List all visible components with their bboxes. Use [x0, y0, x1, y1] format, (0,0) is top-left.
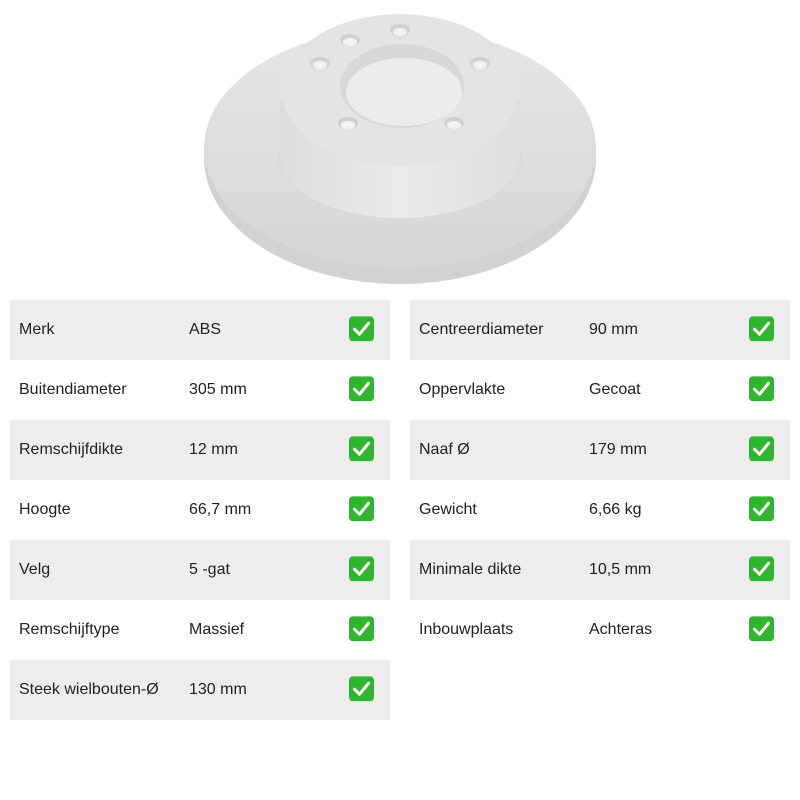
spec-value: Gecoat [589, 381, 641, 398]
spec-value: 90 mm [589, 321, 638, 338]
check-mark-icon [349, 556, 374, 581]
spec-row-merk [10, 300, 390, 360]
check-mark-icon [749, 316, 774, 341]
spec-value: 130 mm [189, 681, 247, 698]
spec-value: 12 mm [189, 441, 238, 458]
spec-label: Buitendiameter [19, 381, 127, 398]
spec-row-velg [10, 540, 390, 600]
spec-label: Steek wielbouten-Ø [19, 681, 159, 698]
spec-label: Merk [19, 321, 55, 338]
spec-value: Massief [189, 621, 245, 638]
spec-row-hoogte [10, 480, 390, 540]
check-mark-icon [349, 436, 374, 461]
spec-row-centreerdiameter [410, 300, 790, 360]
spec-row-remschijfdikte [10, 420, 390, 480]
check-mark-icon [349, 676, 374, 701]
check-mark-icon [749, 436, 774, 461]
spec-label: Centreerdiameter [419, 321, 544, 338]
spec-label: Remschijfdikte [19, 441, 124, 458]
spec-value: 6,66 kg [589, 501, 642, 518]
check-mark-icon [349, 616, 374, 641]
check-mark-icon [749, 376, 774, 401]
spec-label: Minimale dikte [419, 561, 522, 578]
spec-label: Gewicht [419, 501, 477, 518]
spec-table-right [410, 300, 790, 660]
spec-label: Hoogte [19, 501, 71, 518]
spec-row-buitendiameter [10, 360, 390, 420]
spec-value: 305 mm [189, 381, 247, 398]
spec-label: Inbouwplaats [419, 621, 514, 638]
spec-value: 10,5 mm [589, 561, 652, 578]
spec-value: 66,7 mm [189, 501, 252, 518]
check-mark-icon [749, 556, 774, 581]
spec-row-minimale-dikte [410, 540, 790, 600]
spec-row-steek-wielbouten [10, 660, 390, 720]
spec-label: Oppervlakte [419, 381, 506, 398]
spec-row-naaf [410, 420, 790, 480]
spec-value: ABS [189, 321, 222, 338]
check-mark-icon [349, 376, 374, 401]
check-mark-icon [749, 496, 774, 521]
spec-row-remschijftype [10, 600, 390, 660]
spec-label: Remschijftype [19, 621, 120, 638]
check-mark-icon [349, 316, 374, 341]
spec-label: Velg [19, 561, 51, 578]
spec-value: Achteras [589, 621, 653, 638]
spec-row-inbouwplaats [410, 600, 790, 660]
spec-value: 5 -gat [189, 561, 230, 578]
check-mark-icon [749, 616, 774, 641]
spec-value: 179 mm [589, 441, 647, 458]
brake-disc-image [200, 8, 600, 290]
spec-row-gewicht [410, 480, 790, 540]
spec-table-left [10, 300, 390, 720]
spec-row-oppervlakte [410, 360, 790, 420]
check-mark-icon [349, 496, 374, 521]
spec-label: Naaf Ø [419, 441, 470, 458]
